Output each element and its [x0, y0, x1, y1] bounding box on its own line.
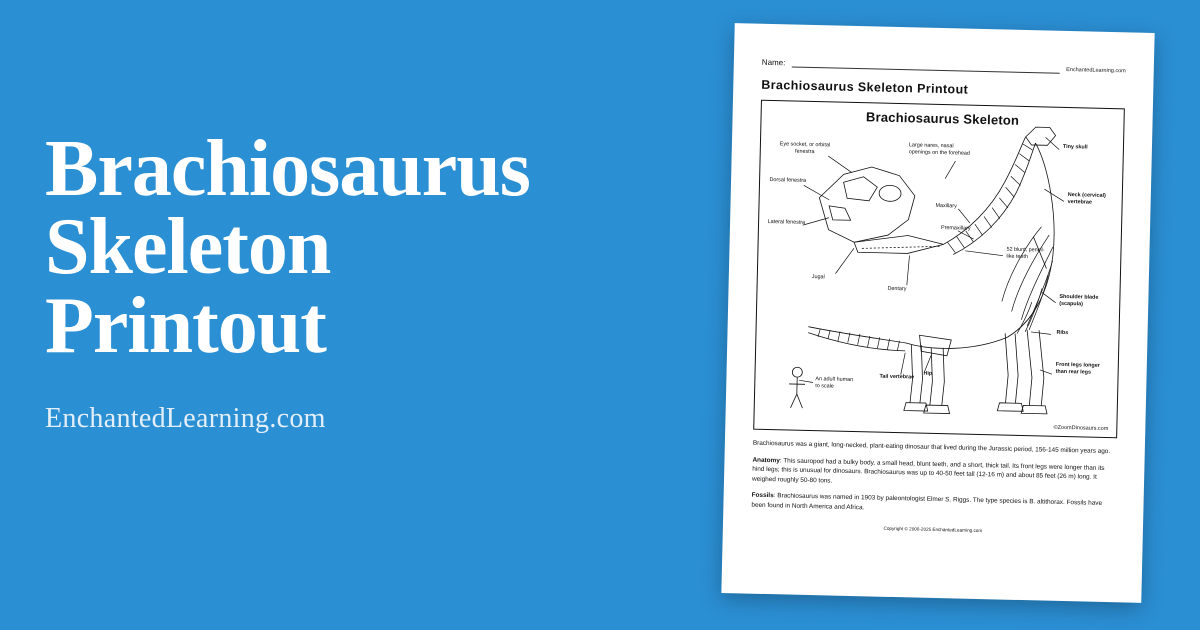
label-neck-vertebrae: Neck (cervical) vertebrae	[1067, 192, 1106, 206]
label-eye-socket: Eye socket, or orbital fenestra	[779, 141, 831, 155]
label-tail-vertebrae: Tail vertebrae	[879, 373, 915, 381]
worksheet-title: Brachiosaurus Skeleton Printout	[761, 77, 969, 97]
skeleton-figure	[753, 100, 1125, 438]
worksheet-preview[interactable]	[728, 28, 1148, 598]
label-dentary: Dentary	[887, 285, 907, 293]
fossils-lead: Fossils	[751, 492, 774, 500]
description-text	[751, 439, 1117, 538]
copyright-line: Copyright © 2000-2025 EnchantedLearning.com	[883, 525, 983, 533]
page-title-line-3: Printout	[45, 281, 326, 370]
page-title-line-1: Brachiosaurus	[45, 125, 530, 213]
name-label: Name:	[761, 57, 786, 68]
anatomy-lead: Anatomy	[752, 456, 780, 464]
label-premaxillary: Premaxillary	[940, 225, 971, 232]
promo-block	[45, 125, 725, 435]
brand-name: EnchantedLearning.com	[45, 403, 326, 435]
label-jugal: Jugal	[811, 274, 825, 281]
label-front-legs: Front legs longer than rear legs	[1055, 361, 1100, 376]
label-lateral-fenestra: Lateral fenestra	[767, 218, 806, 226]
label-ribs: Ribs	[1056, 329, 1069, 337]
fossils-body: : Brachiosaurus was named in 1903 by paleontologist Elmer S. Riggs. The type species is B. altithorax. Fossils have been found in North America and Africa.	[751, 492, 1103, 512]
name-write-line[interactable]	[791, 58, 1060, 73]
worksheet-page	[721, 23, 1154, 603]
label-maxillary: Maxillary	[935, 202, 957, 210]
page-title	[45, 125, 725, 370]
page-title-line-2: Skeleton	[45, 203, 331, 292]
label-tiny-skull: Tiny skull	[1062, 143, 1088, 151]
label-hip: Hip	[923, 370, 933, 377]
figure-credit: ©ZoomDinosaurs.com	[1053, 424, 1109, 433]
name-row	[762, 58, 1126, 76]
label-teeth: 52 blunt, pencil-like teeth	[1006, 246, 1045, 260]
label-nares: Large nares, nasal openings on the forehead	[908, 142, 970, 157]
paragraph-fossils	[751, 491, 1115, 519]
paragraph-intro: Brachiosaurus was a giant, long-necked, plant-eating dinosaur that lived during the Jurassic period, 156-145 million years ago.	[752, 439, 1111, 456]
label-human-scale: An adult human to scale	[815, 376, 854, 390]
label-scapula: Shoulder blade (scapula)	[1059, 293, 1099, 308]
paragraph-anatomy	[752, 455, 1117, 492]
label-dorsal-fenestra: Dorsal fenestra	[769, 176, 807, 184]
figure-title: Brachiosaurus Skeleton	[865, 109, 1020, 128]
anatomy-body: : This sauropod had a bulky body, a small head, blunt teeth, and a short, thick tail. Its front legs were longer than its hind legs; this is unusual for dinosaurs. Brachiosaurus was up to 40-50 feet tall (12-16 m) and about 85 feet (26 m) long. It weighed roughly 50-80 tons.	[751, 456, 1105, 485]
site-tag: EnchantedLearning.com	[1066, 66, 1126, 75]
